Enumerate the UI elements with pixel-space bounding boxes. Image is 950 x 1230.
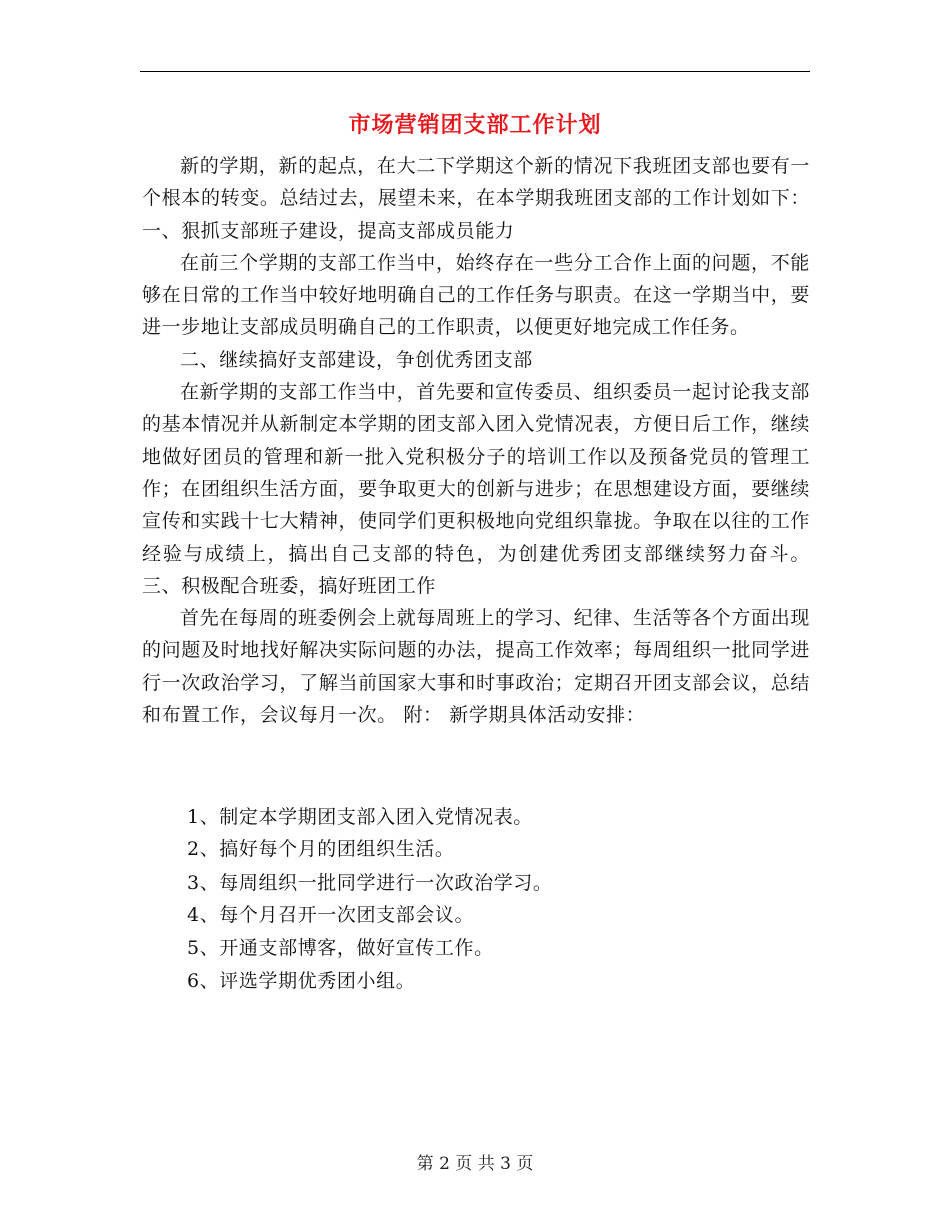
activity-item-2: 2、搞好每个月的团组织生活。 <box>187 838 455 860</box>
activity-item-5: 5、开通支部博客，做好宣传工作。 <box>187 937 494 959</box>
header-rule <box>140 71 810 72</box>
paragraph-section-2: 在新学期的支部工作当中，首先要和宣传委员、组织委员一起讨论我支部的基本情况并从新制定本学期的团支部入团入党情况表，方便日后工作，继续地做好团员的管理和新一批入党积极分子的培训工作以及预备党员的管理工作；在团组织生活方面，要争取更大的创新与进步；在思想建设方面，要继续宣传和实践十七大精神，使同学们更积极地向党组织靠拢。争取在以往的工作经验与成绩上，搞出自己支部的特色，为创建优秀团支部继续努力奋斗。 三、积极配合班委，搞好班团工作 <box>142 381 810 597</box>
document-body <box>142 150 810 731</box>
activity-item-6: 6、评选学期优秀团小组。 <box>187 970 416 992</box>
activity-item-1: 1、制定本学期团支部入团入党情况表。 <box>187 806 533 828</box>
paragraph-intro: 新的学期，新的起点，在大二下学期这个新的情况下我班团支部也要有一个根本的转变。总结过去，展望未来，在本学期我班团支部的工作计划如下： 一、狠抓支部班子建设，提高支部成员能力 <box>142 155 810 242</box>
document-title: 市场营销团支部工作计划 <box>348 113 602 138</box>
paragraph-section-3: 首先在每周的班委例会上就每周班上的学习、纪律、生活等各个方面出现的问题及时地找好解决实际问题的办法，提高工作效率；每周组织一批同学进行一次政治学习，了解当前国家大事和时事政治；定期召开团支部会议，总结和布置工作，会议每月一次。 附： 新学期具体活动安排： <box>142 607 810 727</box>
paragraph-section-1: 在前三个学期的支部工作当中，始终存在一些分工合作上面的问题，不能够在日常的工作当中较好地明确自己的工作任务与职责。在这一学期当中，要进一步地让支部成员明确自己的工作职责，以便更好地完成工作任务。 <box>142 251 810 339</box>
activity-item-4: 4、每个月召开一次团支部会议。 <box>187 904 475 926</box>
heading-section-2: 二、继续搞好支部建设，争创优秀团支部 <box>180 348 533 371</box>
page-number-footer: 第 2 页 共 3 页 <box>416 1154 534 1174</box>
activity-item-3: 3、每周组织一批同学进行一次政治学习。 <box>187 872 553 894</box>
